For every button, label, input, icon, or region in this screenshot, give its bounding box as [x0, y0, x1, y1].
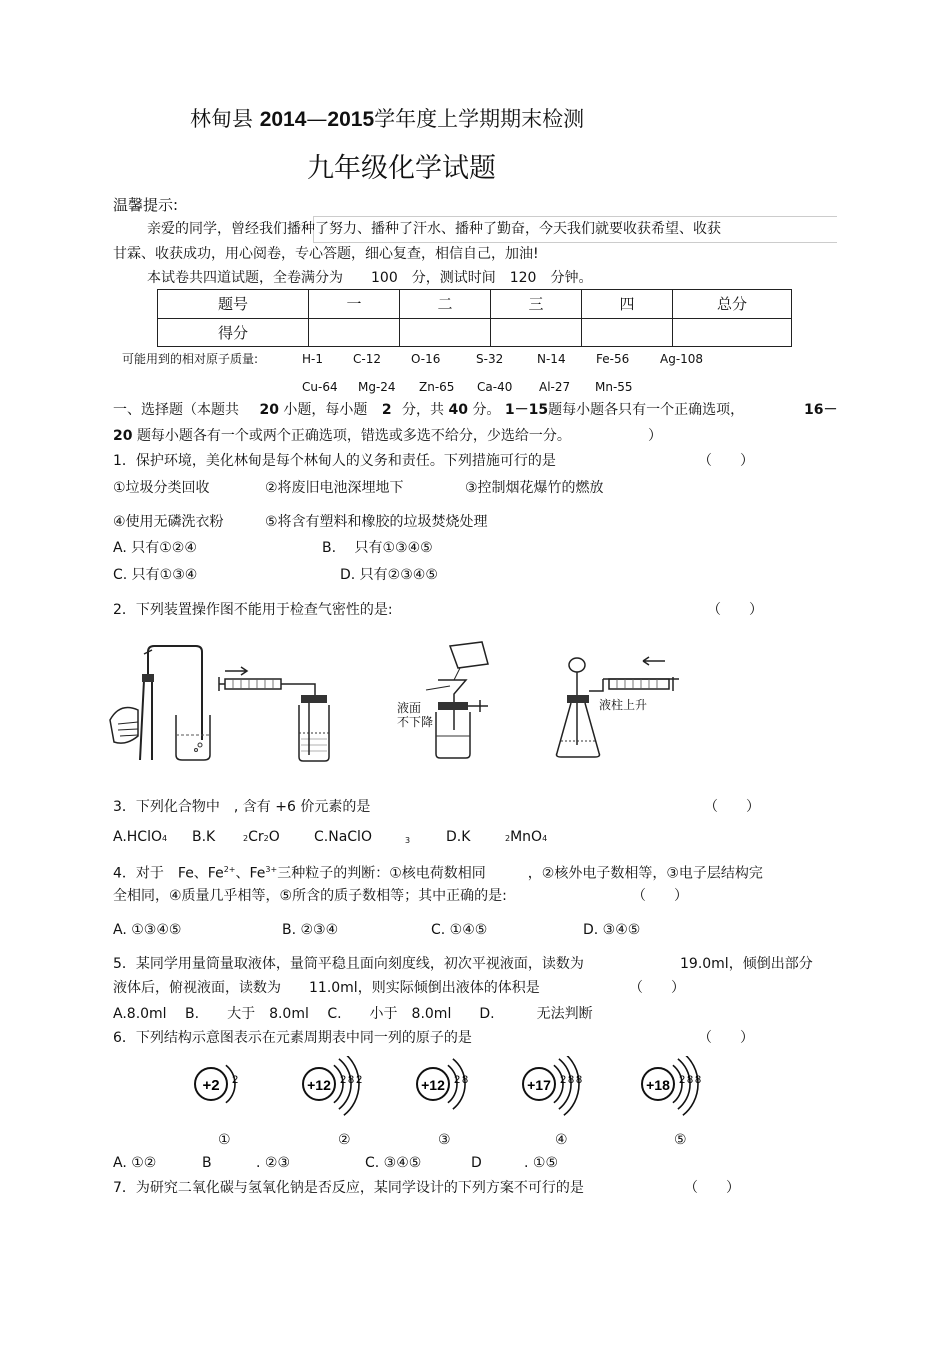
q6-atom-number-3: ③ [438, 1132, 451, 1148]
score-cell-total [673, 318, 792, 347]
q5-stem-line1: 5．某同学用量筒量取液体，量筒平稳且面向刻度线，初次平视液面，读数为 [113, 956, 584, 972]
q6-option-a: A. ①② [113, 1155, 157, 1171]
q3-option-b-formula: 2Cr2O [243, 829, 280, 845]
atomic-mass-mn: Mn-55 [595, 380, 633, 394]
atomic-mass-al: Al-27 [539, 380, 571, 394]
q1-option-d: D. 只有②③④⑤ [340, 567, 438, 583]
q5-stem-line2: 液体后，俯视液面，读数为 11.0ml，则实际倾倒出液体的体积是 [113, 980, 540, 996]
atomic-mass-h: H-1 [302, 352, 323, 366]
tips-paragraph-1a: 亲爱的同学，曾经我们播种了努力、播种了汗水、播种了勤奋，今天我们就要收获希望、收获 [147, 221, 721, 237]
nucleus-charge: +17 [527, 1077, 551, 1093]
q3-option-c-sub: 3 [405, 836, 411, 845]
electron-count: 8 [348, 1074, 355, 1086]
atomic-mass-ag: Ag-108 [660, 352, 704, 366]
score-header-cell: 一 [309, 290, 400, 319]
q5-stem-value: 19.0ml，倾倒出部分 [680, 956, 813, 972]
page-title: 九年级化学试题 [307, 153, 496, 184]
electron-count: 8 [687, 1074, 694, 1086]
score-cell-3 [491, 318, 582, 347]
section1-close-paren: ） [648, 428, 662, 444]
q1-stem: 1．保护环境，美化林甸是每个林甸人的义务和责任。下列措施可行的是 [113, 453, 556, 469]
electron-count: 2 [560, 1074, 567, 1086]
atomic-mass-label: 可能用到的相对原子质量: [122, 352, 259, 366]
q6-option-d-text: . ①⑤ [524, 1155, 559, 1171]
atom-structure-diagrams [185, 1056, 745, 1116]
q2-stem: 2．下列装置操作图不能用于检查气密性的是: [113, 602, 393, 618]
q3-option-b: B.K [192, 829, 216, 845]
atom-diagram-1 [185, 1056, 295, 1116]
q4-option-b: B. ②③④ [282, 922, 339, 938]
q7-stem: 7．为研究二氧化碳与氢氧化钠是否反应，某同学设计的下列方案不可行的是 [113, 1180, 584, 1196]
q6-atom-number-4: ④ [555, 1132, 568, 1148]
q6-atom-number-1: ① [218, 1132, 231, 1148]
q6-option-b-text: . ②③ [256, 1155, 291, 1171]
atomic-mass-fe: Fe-56 [596, 352, 630, 366]
q1-option-a: A. 只有①②④ [113, 540, 197, 556]
q3-option-a: A.HClO4 [113, 829, 168, 845]
figure-b-syringe-bottle [215, 665, 340, 765]
q3-answer-paren: （ ） [704, 799, 760, 815]
q4-answer-paren: （ ） [632, 888, 688, 904]
q4-stem-line1: 4．对于 Fe、$Fe^{2+}$、$Fe^{3+}$三种粒子的判断：①核电荷数相同 ，②核外电子数相等，③电子层结构完 [113, 865, 763, 882]
atom-diagram-3 [407, 1056, 517, 1116]
nucleus-charge: +12 [307, 1077, 331, 1093]
atomic-mass-ca: Ca-40 [477, 380, 513, 394]
score-cell-1 [309, 318, 400, 347]
score-header-cell: 三 [491, 290, 582, 319]
nucleus-charge: +2 [202, 1077, 220, 1094]
q6-stem: 6．下列结构示意图表示在元素周期表中同一列的原子的是 [113, 1030, 472, 1046]
q1-item-1: ①垃圾分类回收 [113, 480, 210, 496]
q1-item-4: ④使用无磷洗衣粉 [113, 514, 224, 530]
exam-header-line [190, 106, 584, 133]
score-header-cell: 二 [400, 290, 491, 319]
electron-count: 2 [356, 1074, 363, 1086]
atomic-mass-cu: Cu-64 [302, 380, 338, 394]
q6-atom-number-5: ⑤ [674, 1132, 687, 1148]
q4-option-a: A. ①③④⑤ [113, 922, 182, 938]
q4-option-d: D. ③④⑤ [583, 922, 641, 938]
q6-option-d: D [471, 1155, 482, 1171]
nucleus-charge: +18 [646, 1077, 670, 1093]
atomic-mass-zn: Zn-65 [419, 380, 455, 394]
score-header-cell: 总分 [673, 290, 792, 319]
faint-box-top [313, 216, 837, 217]
figure-d-label: 液柱上升 [599, 698, 648, 712]
atomic-mass-n: N-14 [537, 352, 566, 366]
q3-stem: 3．下列化合物中 , 含有 +6 价元素的是 [113, 799, 371, 815]
electron-count: 2 [454, 1074, 461, 1086]
section1-intro-line1: 一、选择题（本题共 20 小题，每小题 2 分，共 40 分。 1－15题每小题各只有一个正确选项， [113, 402, 745, 418]
q2-answer-paren: （ ） [707, 602, 763, 618]
atom-diagram-4 [513, 1056, 623, 1116]
year-dash: — [306, 107, 328, 131]
q1-option-c: C. 只有①③④ [113, 567, 198, 583]
electron-count: 2 [232, 1074, 239, 1086]
year-start: 2014 [259, 108, 307, 131]
atomic-mass-s: S-32 [476, 352, 504, 366]
score-header-cell: 题号 [158, 290, 309, 319]
q1-option-b: B. 只有①③④⑤ [322, 540, 433, 556]
atomic-mass-c: C-12 [353, 352, 381, 366]
q1-item-2: ②将废旧电池深埋地下 [265, 480, 404, 496]
q5-answer-paren: （ ） [629, 980, 685, 996]
atom-diagram-5 [632, 1056, 742, 1116]
atomic-mass-mg: Mg-24 [358, 380, 396, 394]
atomic-mass-o: O-16 [411, 352, 441, 366]
county-name: 林甸县 [190, 107, 253, 131]
atom-diagram-2 [293, 1056, 403, 1116]
score-table-score-row [158, 318, 792, 347]
score-cell-2 [400, 318, 491, 347]
score-table [157, 289, 792, 347]
q6-answer-paren: （ ） [698, 1030, 754, 1046]
figure-c-label-1: 液面 [397, 701, 422, 715]
q3-option-d-formula: 2MnO4 [505, 829, 548, 845]
faint-box-bottom [313, 242, 837, 243]
score-table-header-row [158, 290, 792, 319]
q5-options: A.8.0ml B. 大于 8.0ml C. 小于 8.0ml D. 无法判断 [113, 1006, 593, 1022]
figure-a-hand-test-tube [108, 640, 218, 765]
figure-c-label-2: 不下降 [397, 715, 434, 729]
term-label: 学年度上学期期末检测 [374, 107, 585, 131]
electron-count: 8 [462, 1074, 469, 1086]
electron-count: 8 [568, 1074, 575, 1086]
q6-atom-number-2: ② [338, 1132, 351, 1148]
q4-option-c: C. ①④⑤ [431, 922, 488, 938]
q3-option-d: D.K [446, 829, 471, 845]
tips-paragraph-1b: 甘霖、收获成功，用心阅卷，专心答题，细心复查，相信自己，加油! [113, 246, 539, 262]
year-end: 2015 [327, 108, 375, 131]
nucleus-charge: +12 [421, 1077, 445, 1093]
q4-stem-line2: 全相同，④质量几乎相等，⑤所含的质子数相等；其中正确的是: [113, 888, 507, 904]
tips-heading: 温馨提示: [113, 196, 179, 214]
section1-range2-start: 16－ [804, 402, 838, 418]
electron-count: 8 [695, 1074, 702, 1086]
q7-answer-paren: （ ） [684, 1180, 740, 1196]
section1-intro-line2: 20 题每小题各有一个或两个正确选项，错选或多选不给分，少选给一分。 [113, 428, 571, 444]
electron-count: 2 [679, 1074, 686, 1086]
q1-item-5: ⑤将含有塑料和橡胶的垃圾焚烧处理 [265, 514, 488, 530]
electron-count: 2 [340, 1074, 347, 1086]
q1-answer-paren: （ ） [698, 453, 754, 469]
q1-item-3: ③控制烟花爆竹的燃放 [465, 480, 604, 496]
q6-option-b: B [202, 1155, 212, 1171]
q3-option-c: C.NaClO [314, 829, 372, 845]
q6-option-c: C. ③④⑤ [365, 1155, 422, 1171]
tips-paragraph-2: 本试卷共四道试题，全卷满分为 100 分，测试时间 120 分钟。 [147, 270, 593, 286]
score-row-label: 得分 [158, 318, 309, 347]
score-header-cell: 四 [582, 290, 673, 319]
score-cell-4 [582, 318, 673, 347]
electron-count: 8 [576, 1074, 583, 1086]
